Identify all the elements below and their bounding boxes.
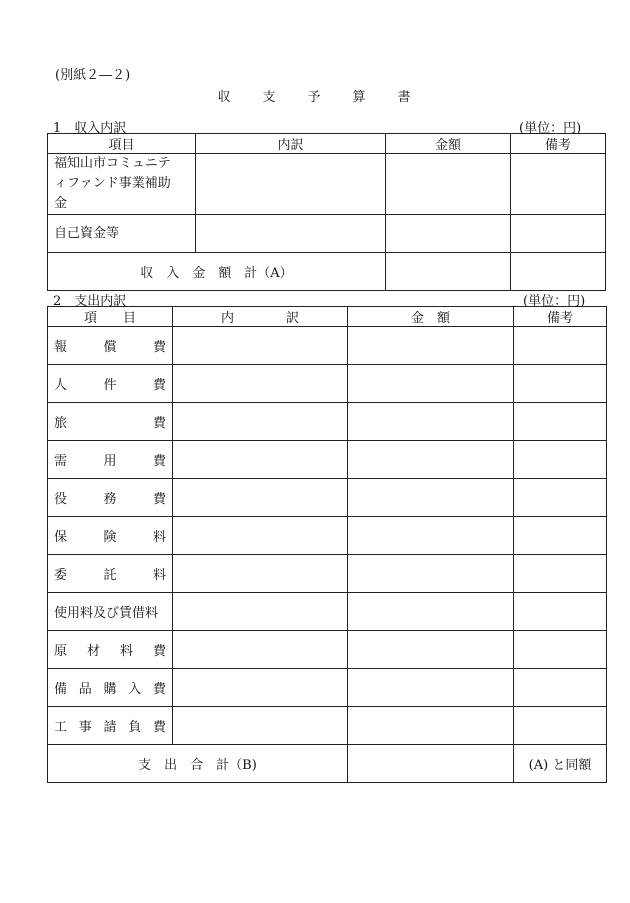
expense-row-item-label bbox=[48, 716, 172, 735]
expense-row-remarks-cell[interactable] bbox=[514, 327, 607, 365]
expense-row-breakdown-cell[interactable] bbox=[173, 593, 348, 631]
expense-item-char: 購 bbox=[103, 682, 117, 697]
expense-table bbox=[47, 306, 607, 783]
expense-row-amount-cell[interactable] bbox=[348, 327, 514, 365]
expense-item-char: 費 bbox=[152, 644, 166, 659]
income-row bbox=[48, 215, 606, 253]
income-unit: (単位：円) bbox=[519, 121, 582, 136]
expense-row-remarks-cell[interactable] bbox=[514, 479, 607, 517]
expense-row-item bbox=[48, 707, 173, 745]
income-row-amount-cell[interactable] bbox=[386, 215, 511, 253]
expense-row-item bbox=[48, 403, 173, 441]
expense-item-char: 料 bbox=[152, 530, 166, 545]
expense-item-char: 費 bbox=[152, 416, 166, 431]
expense-item-char: 料 bbox=[119, 644, 133, 659]
expense-row-item-label bbox=[48, 526, 172, 545]
income-row-breakdown-cell[interactable] bbox=[196, 215, 386, 253]
income-row-breakdown-cell[interactable] bbox=[196, 154, 386, 215]
expense-item-char: 料 bbox=[152, 568, 166, 583]
expense-row-amount-cell[interactable] bbox=[348, 479, 514, 517]
expense-row-item-label bbox=[48, 374, 172, 393]
expense-row-remarks-cell[interactable] bbox=[514, 441, 607, 479]
expense-item-char: 負 bbox=[128, 720, 142, 735]
expense-row bbox=[48, 479, 607, 517]
expense-row bbox=[48, 707, 607, 745]
expense-item-char: 役 bbox=[54, 492, 68, 507]
expense-row-breakdown-cell[interactable] bbox=[173, 479, 348, 517]
income-header-row bbox=[48, 134, 606, 154]
expense-row-amount-cell[interactable] bbox=[348, 555, 514, 593]
income-row-remarks-cell[interactable] bbox=[511, 154, 606, 215]
expense-row-breakdown-cell[interactable] bbox=[173, 555, 348, 593]
expense-row-amount-cell[interactable] bbox=[348, 403, 514, 441]
expense-row bbox=[48, 441, 607, 479]
expense-item-char: 備 bbox=[54, 682, 68, 697]
expense-row bbox=[48, 555, 607, 593]
income-row bbox=[48, 154, 606, 215]
expense-row-breakdown-cell[interactable] bbox=[173, 707, 348, 745]
expense-row bbox=[48, 631, 607, 669]
income-row-item-label: 自己資金等 bbox=[54, 225, 120, 241]
expense-item-char: 材 bbox=[86, 644, 100, 659]
expense-row-item bbox=[48, 631, 173, 669]
expense-row-item bbox=[48, 593, 173, 631]
income-header-item: 項目 bbox=[48, 134, 196, 154]
income-table bbox=[47, 133, 606, 291]
income-row-item bbox=[48, 215, 196, 253]
attachment-label: (別紙２―２) bbox=[55, 68, 131, 83]
expense-item-char: 人 bbox=[54, 378, 68, 393]
income-row-remarks-cell[interactable] bbox=[511, 215, 606, 253]
expense-row-item-label bbox=[48, 450, 172, 469]
expense-row-remarks-cell[interactable] bbox=[514, 631, 607, 669]
expense-item-char: 用 bbox=[103, 454, 117, 469]
expense-row-remarks-cell[interactable] bbox=[514, 593, 607, 631]
expense-row-item-label bbox=[48, 336, 172, 355]
expense-unit: (単位：円) bbox=[523, 294, 586, 309]
expense-item-char: 入 bbox=[128, 682, 142, 697]
income-total-row bbox=[48, 253, 606, 291]
expense-row-amount-cell[interactable] bbox=[348, 441, 514, 479]
document-title: 収 支 予 算 書 bbox=[217, 90, 413, 105]
expense-row-breakdown-cell[interactable] bbox=[173, 403, 348, 441]
income-row-amount-cell[interactable] bbox=[386, 154, 511, 215]
expense-row-amount-cell[interactable] bbox=[348, 669, 514, 707]
expense-row-item bbox=[48, 517, 173, 555]
expense-item-char: 費 bbox=[152, 682, 166, 697]
income-total-label: 収 入 金 額 計（A） bbox=[48, 253, 386, 291]
expense-row-remarks-cell[interactable] bbox=[514, 517, 607, 555]
expense-row-item-label bbox=[48, 412, 172, 431]
expense-item-char: 費 bbox=[152, 454, 166, 469]
expense-header-remarks: 備考 bbox=[514, 307, 607, 327]
expense-heading: 2 支出内訳 bbox=[53, 294, 127, 309]
income-total-remarks-cell[interactable] bbox=[511, 253, 606, 291]
income-row-item bbox=[48, 154, 196, 215]
expense-row-item bbox=[48, 441, 173, 479]
expense-row-remarks-cell[interactable] bbox=[514, 365, 607, 403]
expense-item-char: 請 bbox=[103, 720, 117, 735]
expense-total-amount-cell[interactable] bbox=[348, 745, 514, 783]
expense-row-item-label bbox=[48, 678, 172, 697]
expense-header-amount: 金 額 bbox=[348, 307, 514, 327]
expense-item-char: 保 bbox=[54, 530, 68, 545]
expense-item-char: 事 bbox=[78, 720, 92, 735]
expense-row-item-label bbox=[48, 564, 172, 583]
expense-row-item-label: 使用料及び賃借料 bbox=[54, 606, 159, 621]
expense-item-char: 報 bbox=[54, 340, 68, 355]
expense-row-amount-cell[interactable] bbox=[348, 365, 514, 403]
expense-row-breakdown-cell[interactable] bbox=[173, 517, 348, 555]
income-row-item-label: 福知山市コミュニティファンド事業補助金 bbox=[54, 156, 171, 211]
expense-row-item bbox=[48, 479, 173, 517]
expense-row bbox=[48, 327, 607, 365]
expense-row-item-label bbox=[48, 640, 172, 659]
expense-row-breakdown-cell[interactable] bbox=[173, 441, 348, 479]
expense-row-item bbox=[48, 327, 173, 365]
expense-total-note: (A) と同額 bbox=[514, 745, 607, 783]
income-header-remarks: 備考 bbox=[511, 134, 606, 154]
expense-total-row bbox=[48, 745, 607, 783]
expense-item-char: 品 bbox=[78, 682, 92, 697]
expense-row-breakdown-cell[interactable] bbox=[173, 631, 348, 669]
expense-row-item-label bbox=[48, 488, 172, 507]
expense-row bbox=[48, 403, 607, 441]
expense-item-char: 費 bbox=[152, 378, 166, 393]
expense-row-breakdown-cell[interactable] bbox=[173, 669, 348, 707]
expense-row bbox=[48, 593, 607, 631]
expense-item-char: 費 bbox=[152, 720, 166, 735]
expense-row-item bbox=[48, 669, 173, 707]
income-header-breakdown: 内訳 bbox=[196, 134, 386, 154]
expense-row-breakdown-cell[interactable] bbox=[173, 327, 348, 365]
expense-row-remarks-cell[interactable] bbox=[514, 555, 607, 593]
expense-header-row bbox=[48, 307, 607, 327]
expense-row-breakdown-cell[interactable] bbox=[173, 365, 348, 403]
expense-item-char: 委 bbox=[54, 568, 68, 583]
expense-item-char: 原 bbox=[54, 644, 68, 659]
expense-item-char: 件 bbox=[103, 378, 117, 393]
expense-row bbox=[48, 669, 607, 707]
expense-item-char: 旅 bbox=[54, 416, 68, 431]
expense-item-char: 償 bbox=[103, 340, 117, 355]
expense-row-remarks-cell[interactable] bbox=[514, 669, 607, 707]
expense-row-item bbox=[48, 555, 173, 593]
income-header-amount: 金額 bbox=[386, 134, 511, 154]
expense-row-remarks-cell[interactable] bbox=[514, 707, 607, 745]
expense-row bbox=[48, 365, 607, 403]
expense-header-breakdown: 内 訳 bbox=[173, 307, 348, 327]
income-heading: 1 収入内訳 bbox=[53, 121, 127, 136]
expense-item-char: 費 bbox=[152, 492, 166, 507]
expense-row-amount-cell[interactable] bbox=[348, 517, 514, 555]
expense-item-char: 需 bbox=[54, 454, 68, 469]
expense-total-label: 支 出 合 計（B) bbox=[48, 745, 348, 783]
expense-row-amount-cell[interactable] bbox=[348, 631, 514, 669]
expense-row-item bbox=[48, 365, 173, 403]
expense-item-char: 険 bbox=[103, 530, 117, 545]
expense-row bbox=[48, 517, 607, 555]
income-total-amount-cell[interactable] bbox=[386, 253, 511, 291]
expense-item-char: 務 bbox=[103, 492, 117, 507]
expense-row-remarks-cell[interactable] bbox=[514, 403, 607, 441]
expense-item-char: 費 bbox=[152, 340, 166, 355]
expense-row-amount-cell[interactable] bbox=[348, 707, 514, 745]
expense-item-char: 託 bbox=[103, 568, 117, 583]
expense-row-amount-cell[interactable] bbox=[348, 593, 514, 631]
expense-header-item: 項 目 bbox=[48, 307, 173, 327]
expense-item-char: 工 bbox=[54, 720, 68, 735]
